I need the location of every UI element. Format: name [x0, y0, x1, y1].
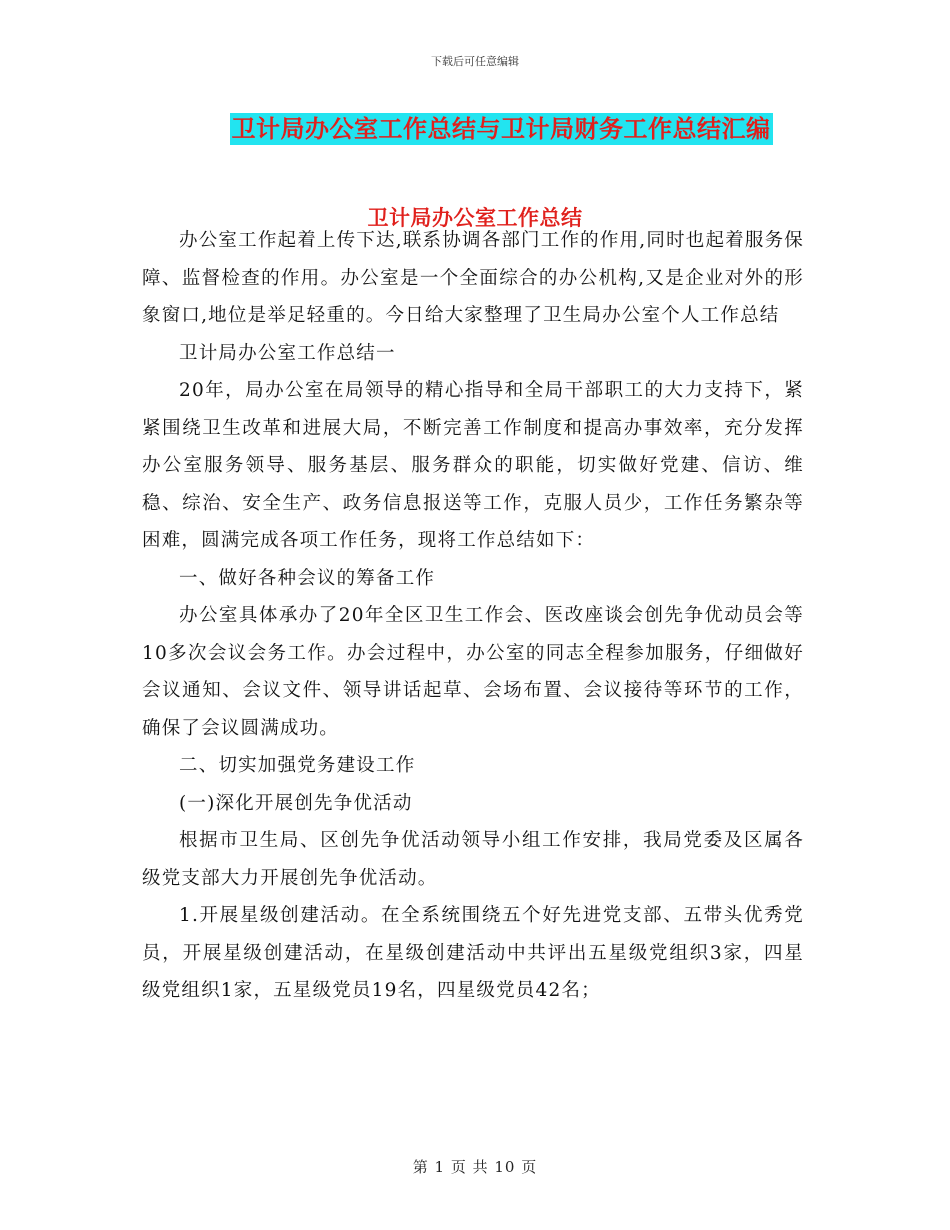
paragraph-subtitle-one: 卫计局办公室工作总结一: [179, 342, 396, 364]
paragraph-heading-meetings: 一、做好各种会议的筹备工作: [179, 567, 436, 589]
paragraph-campaign: 根据市卫生局、区创先争优活动领导小组工作安排，我局党委及区属各级党支部大力开展创先争优活动。: [142, 830, 804, 889]
main-title-container: [0, 113, 950, 145]
page-footer: 第 1 页 共 10 页: [412, 1158, 538, 1176]
paragraph-intro: 办公室工作起着上传下达,联系协调各部门工作的作用,同时也起着服务保障、监督检查的作用。办公室是一个全面综合的办公机构,又是企业对外的形象窗口,地位是举足轻重的。今日给大家整理了卫生局办公室个人工作总结: [142, 230, 804, 326]
section-title: 卫计局办公室工作总结: [367, 205, 583, 230]
paragraph-star-rating: 1.开展星级创建活动。在全系统围绕五个好先进党支部、五带头优秀党员，开展星级创建活动，在星级创建活动中共评出五星级党组织3家，四星级党组织1家，五星级党员19名，四星级党员42名；: [142, 905, 804, 1001]
document-body: [142, 222, 804, 1010]
main-title: 卫计局办公室工作总结与卫计局财务工作总结汇编: [231, 114, 771, 143]
paragraph-heading-campaign: (一)深化开展创先争优活动: [179, 792, 413, 814]
paragraph-meetings: 办公室具体承办了20年全区卫生工作会、医改座谈会创先争优动员会等10多次会议会务工作。办会过程中，办公室的同志全程参加服务，仔细做好会议通知、会议文件、领导讲话起草、会场布置、会议接待等环节的工作，确保了会议圆满成功。: [142, 605, 804, 739]
header-note: 下载后可任意编辑: [431, 55, 519, 68]
paragraph-summary: 20年，局办公室在局领导的精心指导和全局干部职工的大力支持下，紧紧围绕卫生改革和进展大局，不断完善工作制度和提高办事效率，充分发挥办公室服务领导、服务基层、服务群众的职能，切实做好党建、信访、维稳、综治、安全生产、政务信息报送等工作，克服人员少，工作任务繁杂等困难，圆满完成各项工作任务，现将工作总结如下：: [142, 380, 804, 551]
paragraph-heading-party: 二、切实加强党务建设工作: [179, 755, 416, 776]
